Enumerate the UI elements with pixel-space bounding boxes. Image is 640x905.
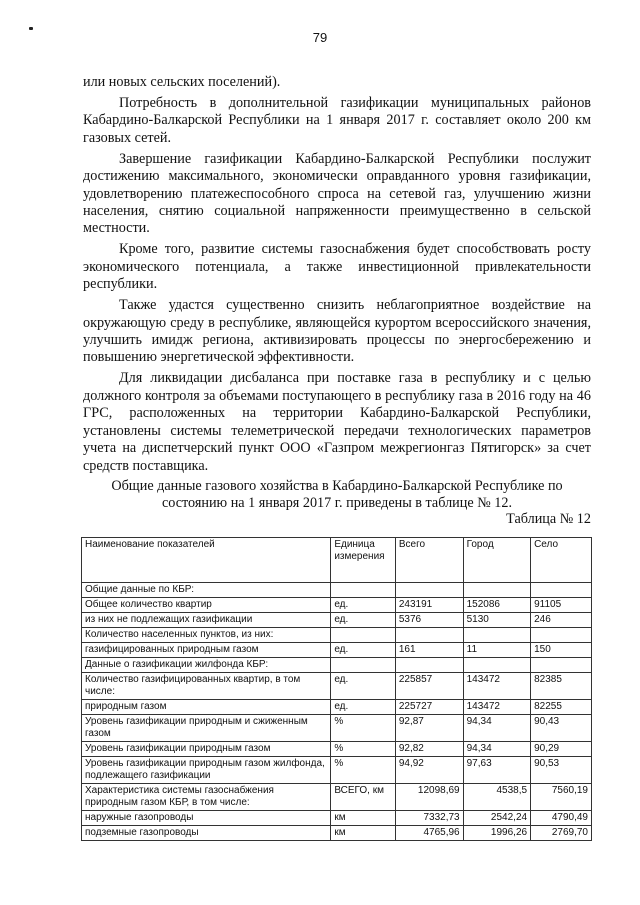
cell-indicator: газифицированных природным газом xyxy=(82,643,331,658)
cell-city: 5130 xyxy=(463,613,530,628)
cell-village: 150 xyxy=(531,643,592,658)
cell-indicator: Уровень газификации природным и сжиженным газом xyxy=(82,715,331,742)
cell-unit: ед. xyxy=(331,673,396,700)
paragraph: Для ликвидации дисбаланса при поставке газа в республику и с целью должного контроля за объемами поступающего в республику газа в 2016 году на 46 ГРС, расположенных на территории Кабардино-Балкарской Республики, установлены системы телеметрической передачи технологических параметров учета на диспетчерский пункт ООО «Газпром межрегионгаз Пятигорск» за счет средств поставщика. xyxy=(83,370,591,474)
cell-total: 225727 xyxy=(395,700,463,715)
cell-unit: ед. xyxy=(331,598,396,613)
cell-village: 90,53 xyxy=(531,757,592,784)
table-row xyxy=(82,826,592,841)
cell-indicator: подземные газопроводы xyxy=(82,826,331,841)
cell-unit: % xyxy=(331,742,396,757)
cell-total: 92,87 xyxy=(395,715,463,742)
table-label: Таблица № 12 xyxy=(506,511,591,527)
table-caption: Общие данные газового хозяйства в Кабардино-Балкарской Республике по состоянию на 1 января 2017 г. приведены в таблице № 12. xyxy=(111,478,563,512)
table-row xyxy=(82,784,592,811)
cell-city: 11 xyxy=(463,643,530,658)
cell-total xyxy=(395,628,463,643)
paragraph: Потребность в дополнительной газификации муниципальных районов Кабардино-Балкарской Республики на 1 января 2017 г. составляет около 200 км газовых сетей. xyxy=(83,95,591,146)
cell-total xyxy=(395,658,463,673)
table-row xyxy=(82,583,592,598)
cell-indicator: Общее количество квартир xyxy=(82,598,331,613)
cell-total: 243191 xyxy=(395,598,463,613)
cell-indicator: наружные газопроводы xyxy=(82,811,331,826)
table-row xyxy=(82,613,592,628)
cell-total: 161 xyxy=(395,643,463,658)
table-row xyxy=(82,757,592,784)
header-unit: Единица измерения xyxy=(331,538,396,583)
cell-total: 94,92 xyxy=(395,757,463,784)
cell-unit: ед. xyxy=(331,613,396,628)
cell-unit: км xyxy=(331,811,396,826)
cell-city xyxy=(463,628,530,643)
cell-unit xyxy=(331,658,396,673)
cell-indicator: Уровень газификации природным газом жилфонда, подлежащего газификации xyxy=(82,757,331,784)
body-text xyxy=(83,74,591,479)
cell-village xyxy=(531,658,592,673)
cell-city: 143472 xyxy=(463,673,530,700)
cell-total: 92,82 xyxy=(395,742,463,757)
header-city: Город xyxy=(463,538,530,583)
cell-unit: % xyxy=(331,715,396,742)
cell-city: 4538,5 xyxy=(463,784,530,811)
table-row xyxy=(82,715,592,742)
cell-indicator: Уровень газификации природным газом xyxy=(82,742,331,757)
page-number: 79 xyxy=(312,30,328,45)
cell-total: 225857 xyxy=(395,673,463,700)
table-row xyxy=(82,700,592,715)
cell-indicator: Количество газифицированных квартир, в том числе: xyxy=(82,673,331,700)
cell-indicator: Общие данные по КБР: xyxy=(82,583,331,598)
gas-statistics-table xyxy=(81,537,592,841)
table-row xyxy=(82,658,592,673)
cell-village: 82255 xyxy=(531,700,592,715)
cell-village xyxy=(531,583,592,598)
header-village: Село xyxy=(531,538,592,583)
table-row xyxy=(82,673,592,700)
cell-city xyxy=(463,658,530,673)
cell-city xyxy=(463,583,530,598)
cell-indicator: Количество населенных пунктов, из них: xyxy=(82,628,331,643)
paragraph: Также удастся существенно снизить неблагоприятное воздействие на окружающую среду в республике, являющейся курортом всероссийского значения, улучшить имидж региона, активизировать процессы по энергосбережению и повышению энергетической эффективности. xyxy=(83,297,591,366)
cell-unit xyxy=(331,628,396,643)
cell-total: 4765,96 xyxy=(395,826,463,841)
cell-village: 7560,19 xyxy=(531,784,592,811)
cell-village: 90,29 xyxy=(531,742,592,757)
cell-village: 4790,49 xyxy=(531,811,592,826)
paragraph: Завершение газификации Кабардино-Балкарской Республики послужит достижению максимального, экономически оправданного уровня газификации, удовлетворению платежеспособного спроса на сетевой газ, улучшению жизни населения, снятию социальной напряженности преимущественно в сельской местности. xyxy=(83,150,591,237)
cell-village: 91105 xyxy=(531,598,592,613)
cell-indicator: природным газом xyxy=(82,700,331,715)
cell-village: 246 xyxy=(531,613,592,628)
cell-city: 94,34 xyxy=(463,715,530,742)
cell-indicator: Данные о газификации жилфонда КБР: xyxy=(82,658,331,673)
cell-village: 90,43 xyxy=(531,715,592,742)
cell-unit: % xyxy=(331,757,396,784)
cell-city: 94,34 xyxy=(463,742,530,757)
cell-unit xyxy=(331,583,396,598)
cell-village xyxy=(531,628,592,643)
cell-city: 2542,24 xyxy=(463,811,530,826)
header-total: Всего xyxy=(395,538,463,583)
table-row xyxy=(82,742,592,757)
table-row xyxy=(82,628,592,643)
table-row xyxy=(82,643,592,658)
paragraph: Кроме того, развитие системы газоснабжения будет способствовать росту экономического потенциала, а также инвестиционной привлекательности республики. xyxy=(83,241,591,293)
cell-total: 7332,73 xyxy=(395,811,463,826)
cell-city: 152086 xyxy=(463,598,530,613)
cell-total: 12098,69 xyxy=(395,784,463,811)
cell-total: 5376 xyxy=(395,613,463,628)
cell-village: 2769,70 xyxy=(531,826,592,841)
cell-indicator: из них не подлежащих газификации xyxy=(82,613,331,628)
cell-total xyxy=(395,583,463,598)
cell-unit: ед. xyxy=(331,700,396,715)
cell-unit: ед. xyxy=(331,643,396,658)
table-row xyxy=(82,811,592,826)
cell-city: 143472 xyxy=(463,700,530,715)
cell-city: 97,63 xyxy=(463,757,530,784)
cell-unit: ВСЕГО, км xyxy=(331,784,396,811)
paragraph: или новых сельских поселений). xyxy=(83,74,281,90)
table-header-row xyxy=(82,538,592,583)
header-indicator: Наименование показателей xyxy=(82,538,331,583)
table-row xyxy=(82,598,592,613)
cell-city: 1996,26 xyxy=(463,826,530,841)
cell-village: 82385 xyxy=(531,673,592,700)
cell-indicator: Характеристика системы газоснабжения природным газом КБР, в том числе: xyxy=(82,784,331,811)
cell-unit: км xyxy=(331,826,396,841)
